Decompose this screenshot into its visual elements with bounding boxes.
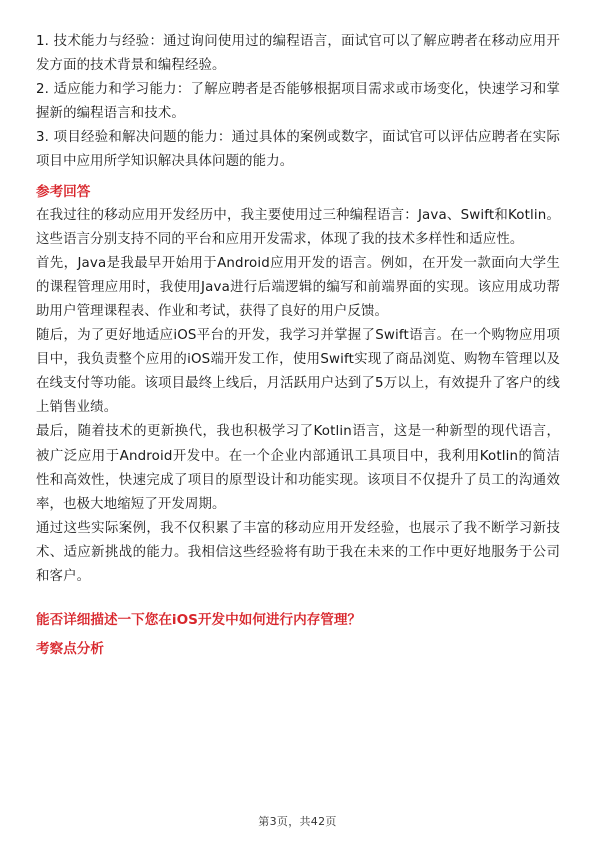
question-title: 能否详细描述一下您在iOS开发中如何进行内存管理？	[36, 612, 362, 629]
page-number: 第3页，共42页	[258, 815, 337, 828]
answer-paragraph-2: 首先，Java是我最早开始用于Android应用开发的语言。例如，在开发一款面向大学生的课程管理应用时，我使用Java进行后端逻辑的编写和前端界面的实现。该应用成功帮助用户管理课程表、作业和考试，获得了良好的用户反馈。	[36, 255, 560, 319]
answer-paragraph-3: 随后，为了更好地适应iOS平台的开发，我学习并掌握了Swift语言。在一个购物应用项目中，我负责整个应用的iOS端开发工作，使用Swift实现了商品浏览、购物车管理以及在线支付等功能。该项目最终上线后，月活跃用户达到了5万以上，有效提升了客户的线上销售业绩。	[36, 328, 560, 416]
document-page	[36, 30, 560, 661]
criteria-item-1: 1. 技术能力与经验：通过询问使用过的编程语言，面试官可以了解应聘者在移动应用开发方面的技术背景和编程经验。	[36, 34, 560, 74]
answer-paragraph-5: 通过这些实际案例，我不仅积累了丰富的移动应用开发经验，也展示了我不断学习新技术、适应新挑战的能力。我相信这些经验将有助于我在未来的工作中更好地服务于公司和客户。	[36, 520, 560, 584]
section-spacer	[36, 589, 560, 603]
analysis-heading: 考察点分析	[36, 641, 104, 658]
answer-paragraph-1: 在我过往的移动应用开发经历中，我主要使用过三种编程语言：Java、Swift和Kotlin。这些语言分别支持不同的平台和应用开发需求，体现了我的技术多样性和适应性。	[36, 207, 560, 247]
answer-heading: 参考回答	[36, 183, 91, 200]
criteria-item-2: 2. 适应能力和学习能力：了解应聘者是否能够根据项目需求或市场变化，快速学习和掌握新的编程语言和技术。	[36, 82, 560, 122]
answer-paragraph-4: 最后，随着技术的更新换代，我也积极学习了Kotlin语言，这是一种新型的现代语言，被广泛应用于Android开发中。在一个企业内部通讯工具项目中，我利用Kotlin的简洁性和高效性，快速完成了项目的原型设计和功能实现。该项目不仅提升了员工的沟通效率，也极大地缩短了开发周期。	[36, 424, 560, 512]
criteria-list	[36, 30, 560, 175]
next-question	[36, 608, 560, 661]
criteria-item-3: 3. 项目经验和解决问题的能力：通过具体的案例或数字，面试官可以评估应聘者在实际项目中应用所学知识解决具体问题的能力。	[36, 130, 560, 170]
reference-answer	[36, 180, 560, 590]
